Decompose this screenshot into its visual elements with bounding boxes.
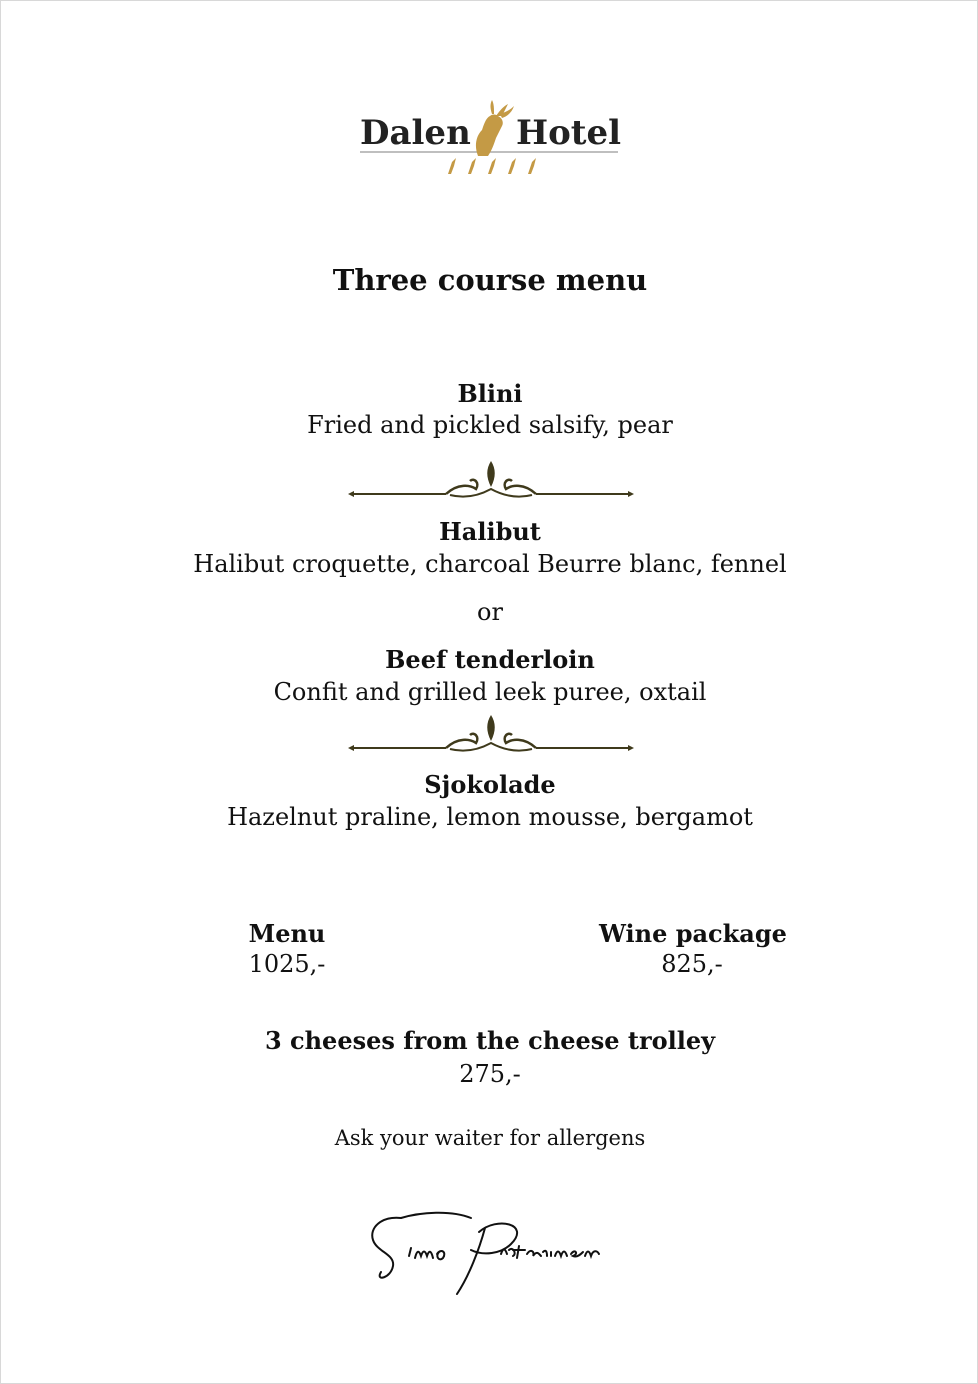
course-name-beef-tenderloin: Beef tenderloin — [385, 645, 595, 674]
menu-price-value: 1025,- — [248, 950, 326, 978]
ornament-divider — [346, 713, 636, 753]
svg-text:Hotel: Hotel — [516, 113, 622, 153]
cheese-trolley-label: 3 cheeses from the cheese trolley — [264, 1026, 716, 1055]
course-description-beef-tenderloin: Confit and grilled leek puree, oxtail — [273, 678, 707, 706]
menu-price-label: Menu — [248, 919, 326, 948]
chef-signature — [361, 1206, 611, 1301]
course-description-halibut: Halibut croquette, charcoal Beurre blanc, fennel — [193, 550, 787, 578]
course-name-blini: Blini — [457, 379, 523, 408]
course-description-blini: Fried and pickled salsify, pear — [307, 411, 673, 439]
svg-text:Dalen: Dalen — [360, 113, 471, 153]
ornament-divider — [346, 459, 636, 499]
wine-package-price: 825,- — [661, 950, 723, 978]
hotel-logo — [356, 96, 626, 181]
menu-title: Three course menu — [332, 263, 648, 297]
wine-package-block — [599, 919, 785, 978]
course-name-sjokolade: Sjokolade — [424, 770, 556, 799]
or-separator: or — [477, 598, 503, 626]
cheese-trolley-price: 275,- — [459, 1060, 521, 1088]
course-description-sjokolade: Hazelnut praline, lemon mousse, bergamot — [227, 803, 753, 831]
allergen-note: Ask your waiter for allergens — [334, 1126, 646, 1150]
course-name-halibut: Halibut — [439, 517, 541, 546]
menu-price-block — [229, 919, 345, 978]
wine-package-label: Wine package — [599, 919, 787, 948]
